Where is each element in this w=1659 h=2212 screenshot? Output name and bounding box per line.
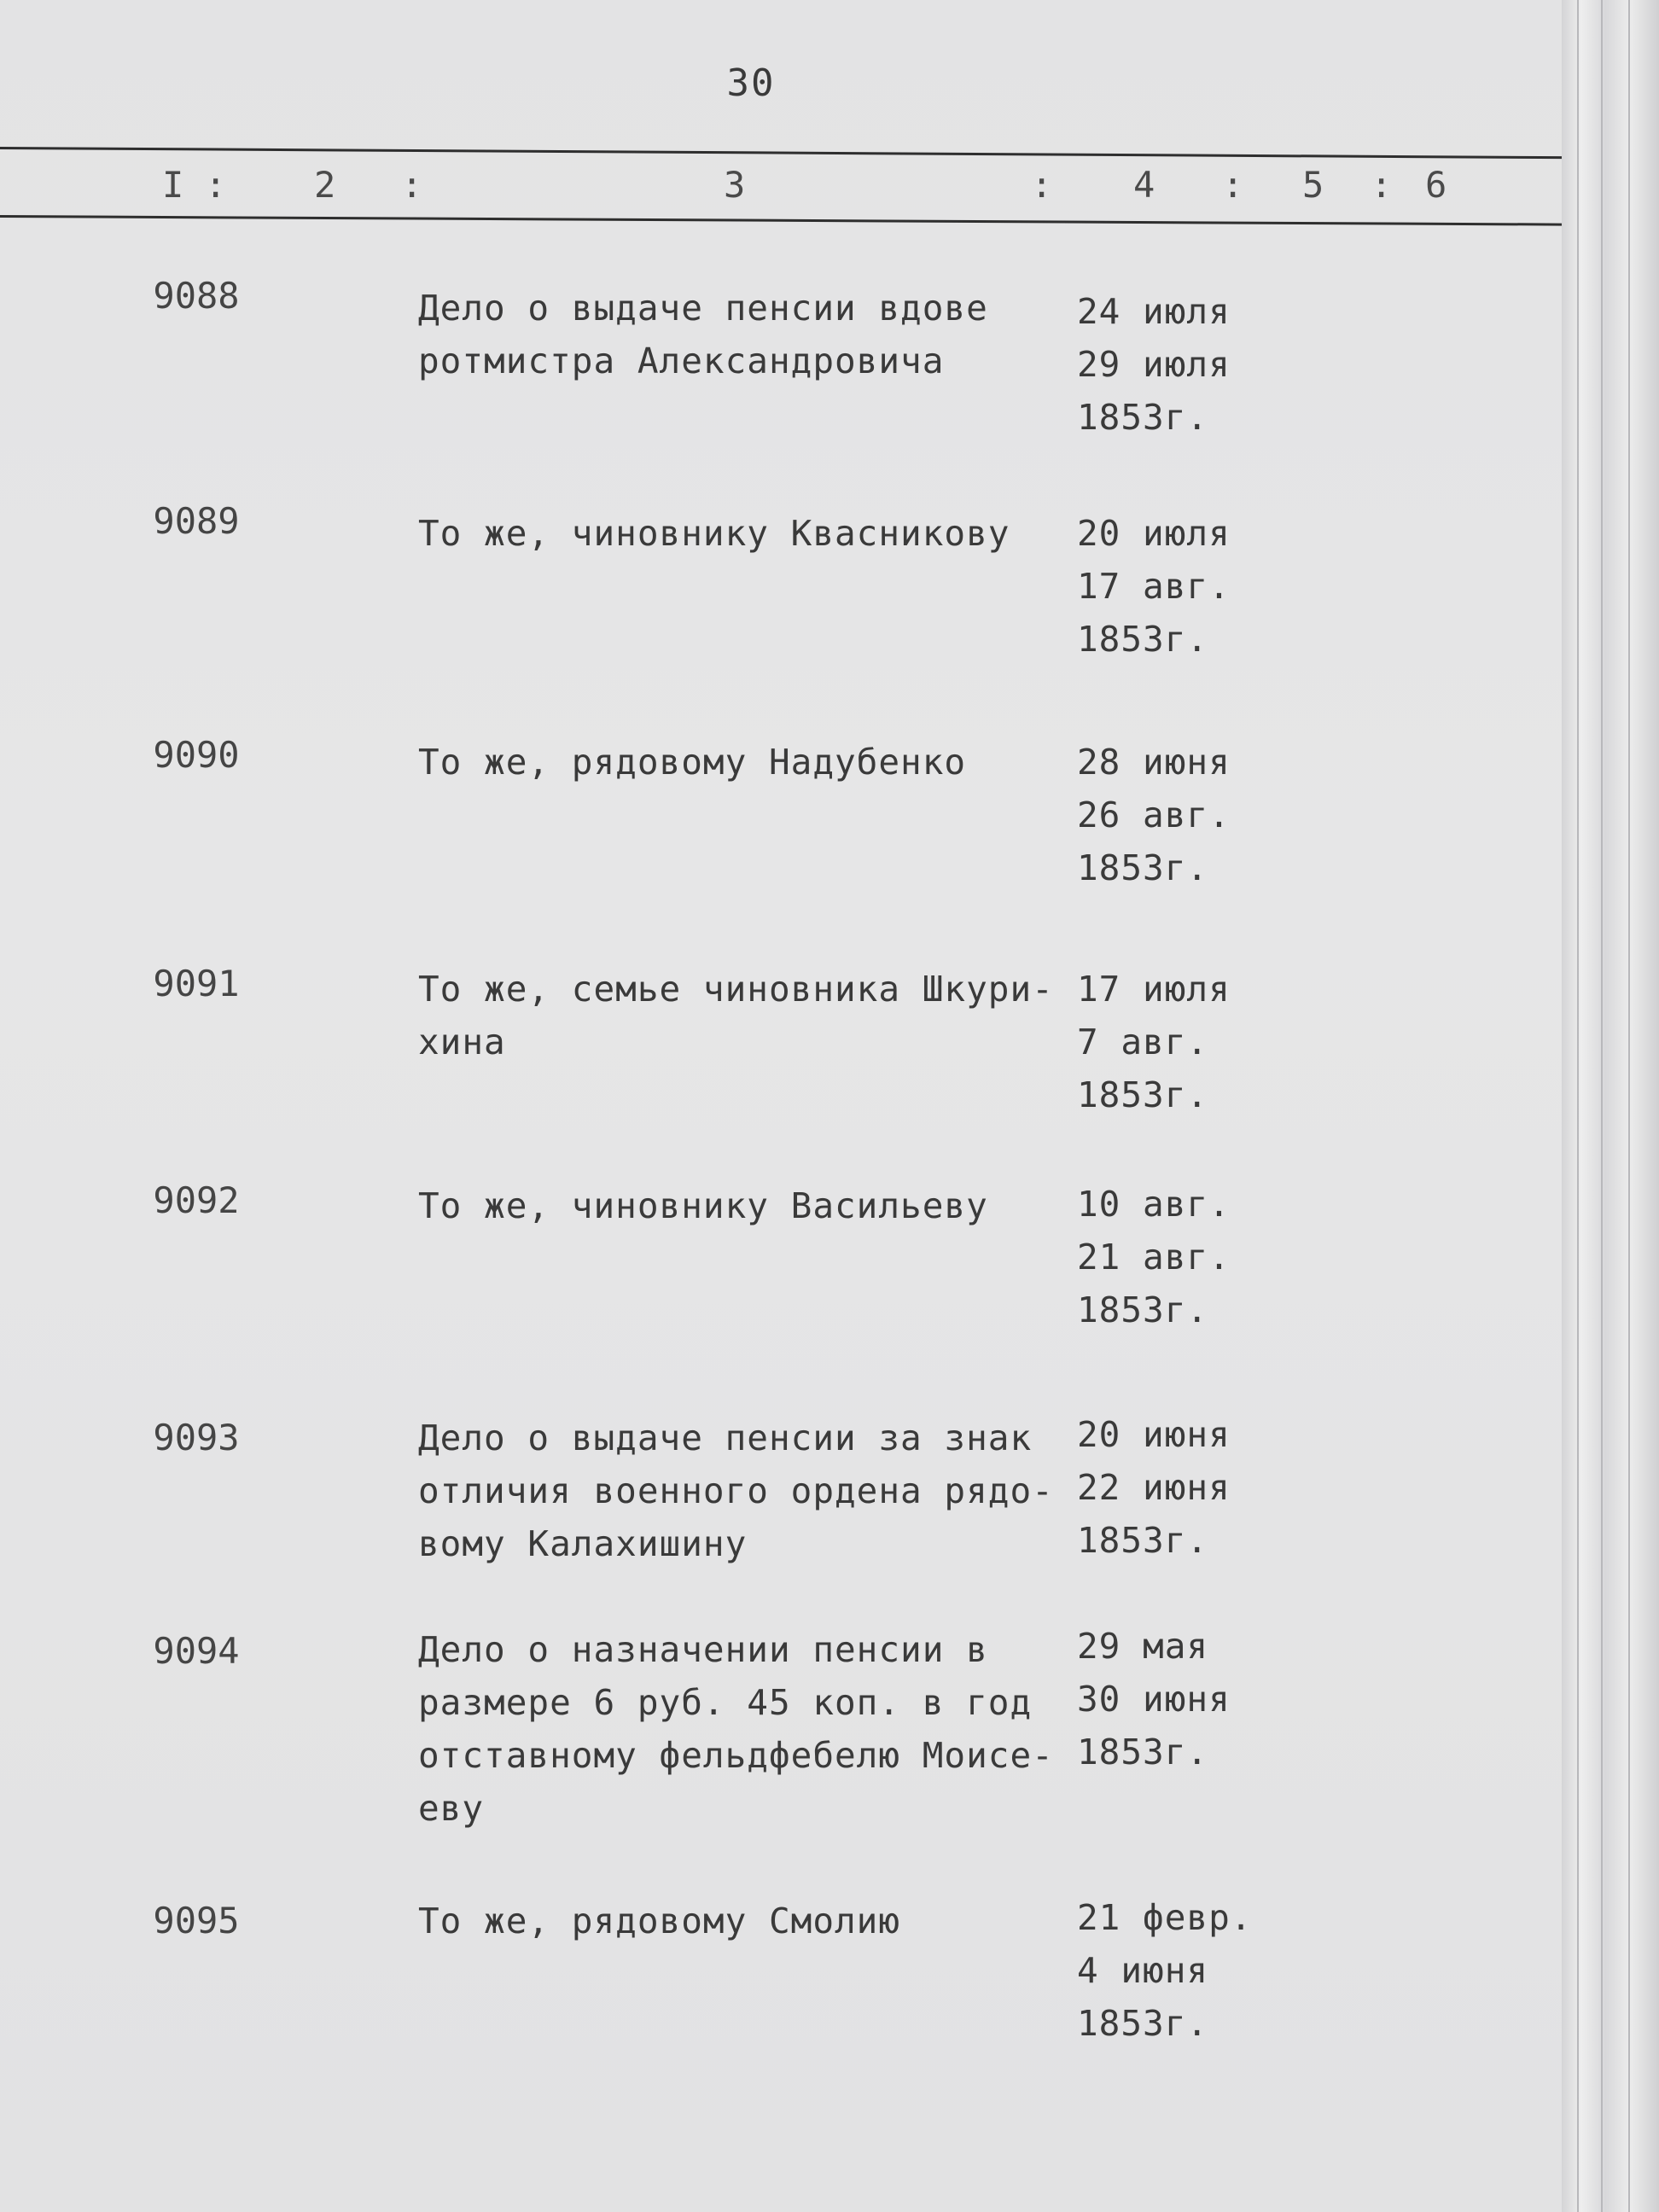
entry-text-line: вому Калахишину bbox=[418, 1523, 748, 1564]
entry-text-line: То же, семье чиновника Шкури- bbox=[418, 969, 1054, 1010]
entry-description bbox=[418, 1179, 1084, 1232]
entry-dates bbox=[1077, 1891, 1282, 2050]
page-edge-line bbox=[1601, 0, 1603, 2212]
entry-text-line: хина bbox=[418, 1022, 506, 1062]
entry-date-start: 21 февр. bbox=[1077, 1897, 1253, 1938]
entry-description bbox=[418, 963, 1084, 1068]
entry-date-start: 29 мая bbox=[1077, 1626, 1209, 1667]
entry-date-end: 21 авг. bbox=[1077, 1237, 1231, 1278]
entry-date-end: 17 авг. bbox=[1077, 566, 1231, 607]
entry-date-end: 26 авг. bbox=[1077, 795, 1231, 835]
column-separator: : bbox=[401, 164, 423, 206]
entry-text-line: ротмистра Александровича bbox=[418, 341, 945, 381]
entry-date-year: 1853г. bbox=[1077, 1289, 1209, 1330]
stacked-page-edges bbox=[1562, 0, 1659, 2212]
entry-text-line: отличия военного ордена рядо- bbox=[418, 1470, 1054, 1511]
entry-description bbox=[418, 507, 1084, 560]
page-edge-line bbox=[1577, 0, 1579, 2212]
entry-date-start: 20 июня bbox=[1077, 1414, 1231, 1455]
entry-text-line: Дело о назначении пенсии в bbox=[418, 1629, 988, 1670]
column-header-2: 2 bbox=[314, 164, 336, 206]
page-number: 30 bbox=[726, 61, 776, 105]
entry-text-line: То же, рядовому Надубенко bbox=[418, 742, 967, 783]
entry-date-year: 1853г. bbox=[1077, 619, 1209, 660]
entry-number: 9088 bbox=[153, 275, 240, 317]
column-separator: : bbox=[1371, 164, 1393, 206]
entry-date-start: 17 июля bbox=[1077, 969, 1231, 1010]
entry-number: 9095 bbox=[153, 1900, 240, 1941]
entry-text-line: еву bbox=[418, 1788, 485, 1829]
entry-dates bbox=[1077, 736, 1282, 894]
entry-date-start: 28 июня bbox=[1077, 742, 1231, 783]
entry-dates bbox=[1077, 963, 1282, 1121]
entry-description bbox=[418, 736, 1084, 789]
entry-date-year: 1853г. bbox=[1077, 1074, 1209, 1115]
entry-date-start: 24 июля bbox=[1077, 291, 1231, 332]
entry-date-year: 1853г. bbox=[1077, 1520, 1209, 1561]
column-header-4: 4 bbox=[1133, 164, 1155, 206]
table-header-bottom-rule bbox=[0, 215, 1562, 226]
entry-number: 9092 bbox=[153, 1179, 240, 1221]
column-header-6: 6 bbox=[1425, 164, 1447, 206]
entry-number: 9093 bbox=[153, 1417, 240, 1458]
entry-date-year: 1853г. bbox=[1077, 397, 1209, 438]
entry-date-start: 20 июля bbox=[1077, 513, 1231, 554]
entry-description bbox=[418, 282, 1084, 387]
entry-description bbox=[418, 1895, 1084, 1947]
entry-description bbox=[418, 1412, 1084, 1570]
column-header-1: I bbox=[162, 164, 184, 206]
column-separator: : bbox=[1222, 164, 1244, 206]
column-header-3: 3 bbox=[724, 164, 746, 206]
entry-number: 9091 bbox=[153, 963, 240, 1004]
entry-date-start: 10 авг. bbox=[1077, 1184, 1231, 1225]
column-header-5: 5 bbox=[1302, 164, 1324, 206]
column-separator: : bbox=[205, 164, 227, 206]
entry-text-line: То же, чиновнику Васильеву bbox=[418, 1185, 988, 1226]
entry-description bbox=[418, 1623, 1084, 1835]
entry-date-end: 22 июня bbox=[1077, 1467, 1231, 1508]
entry-date-year: 1853г. bbox=[1077, 847, 1209, 888]
entry-date-year: 1853г. bbox=[1077, 2003, 1209, 2044]
entry-dates bbox=[1077, 507, 1282, 666]
table-header-top-rule bbox=[0, 147, 1562, 159]
entry-number: 9094 bbox=[153, 1630, 240, 1672]
entry-text-line: То же, чиновнику Квасникову bbox=[418, 513, 1010, 554]
entry-text-line: Дело о выдаче пенсии за знак bbox=[418, 1417, 1033, 1458]
entry-dates bbox=[1077, 1408, 1282, 1567]
entry-dates bbox=[1077, 285, 1282, 444]
column-separator: : bbox=[1031, 164, 1053, 206]
entry-text-line: Дело о выдаче пенсии вдове bbox=[418, 288, 988, 329]
entry-date-end: 7 авг. bbox=[1077, 1022, 1209, 1062]
entry-number: 9089 bbox=[153, 500, 240, 542]
entry-text-line: отставному фельдфебелю Моисе- bbox=[418, 1735, 1054, 1776]
entry-date-end: 4 июня bbox=[1077, 1950, 1209, 1991]
entry-date-end: 29 июля bbox=[1077, 344, 1231, 385]
page-edge-line bbox=[1628, 0, 1630, 2212]
entry-dates bbox=[1077, 1620, 1282, 1778]
entry-number: 9090 bbox=[153, 734, 240, 776]
entry-date-year: 1853г. bbox=[1077, 1732, 1209, 1773]
entry-dates bbox=[1077, 1178, 1282, 1336]
entry-text-line: размере 6 руб. 45 коп. в год bbox=[418, 1682, 1033, 1723]
entry-text-line: То же, рядовому Смолию bbox=[418, 1901, 901, 1941]
entry-date-end: 30 июня bbox=[1077, 1679, 1231, 1720]
